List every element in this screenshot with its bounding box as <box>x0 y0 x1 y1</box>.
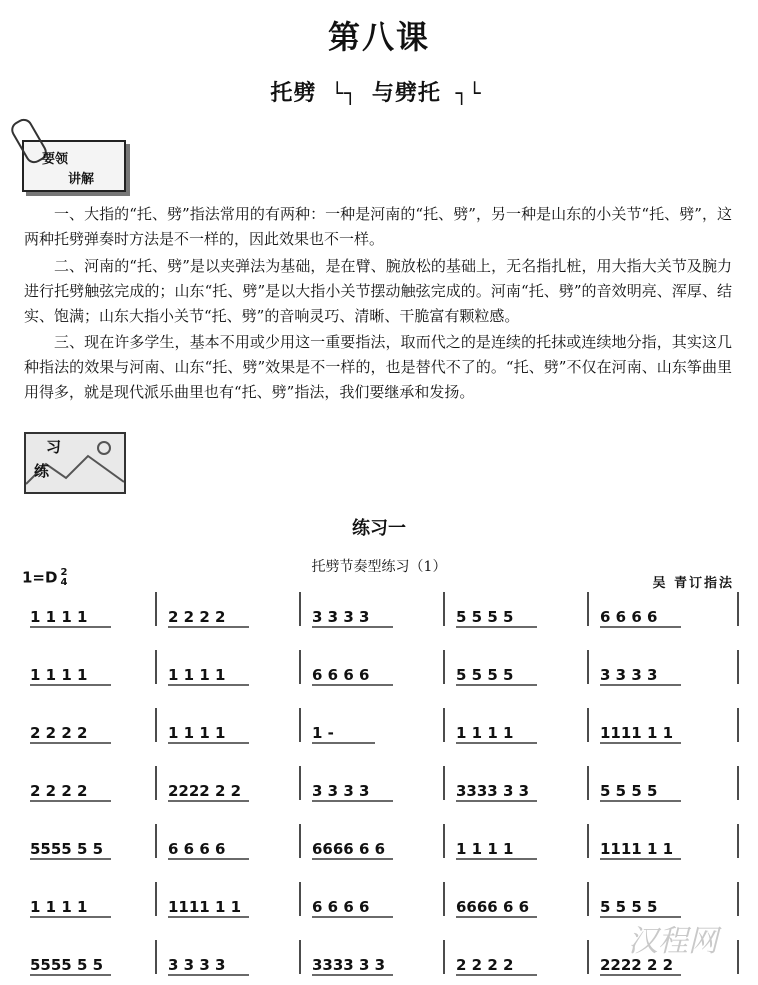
measure-notes: 5 5 5 5 <box>456 666 514 684</box>
time-top: 2 <box>60 567 68 578</box>
measure-notes: 6 6 6 6 <box>312 666 370 684</box>
measure-notes: 5 5 5 5 <box>600 898 658 916</box>
paragraph-2: 二、河南的“托、劈”是以夹弹法为基础，是在臂、腕放松的基础上，无名指扎桩，用大指大关节及腕力进行托劈触弦完成的；山东“托、劈”是以大指小关节摆动触弦完成的。河南“托、劈”的音效明亮、浑厚、结实、饱满；山东大指小关节“托、劈”的音响灵巧、清晰、干脆富有颗粒感。 <box>24 257 732 325</box>
measure-notes: 2222 2 2 <box>600 956 674 974</box>
measure-notes: 3333 3 3 <box>312 956 386 974</box>
measure-notes: 1 1 1 1 <box>30 666 88 684</box>
practice-badge-line-1: 习 <box>46 438 62 456</box>
watermark: 汉程网 <box>628 924 718 959</box>
measure-notes: 2 2 2 2 <box>30 782 88 800</box>
key-label: 1=D <box>22 568 58 587</box>
measure-notes: 2 2 2 2 <box>168 608 226 626</box>
subtitle-part-2: 与劈托 <box>371 80 441 106</box>
measure-notes: 3 3 3 3 <box>312 782 370 800</box>
measure-notes: 1111 1 1 <box>600 840 674 858</box>
author-credit: 吴 青订指法 <box>652 576 734 591</box>
paragraph-3: 三、现在许多学生，基本不用或少用这一重要指法，取而代之的是连续的托抹或连续地分指，其实这几种指法的效果与河南、山东“托、劈”效果是不一样的，也是替代不了的。“托、劈”不仅在河南、山东筝曲里用得多，就是现代派乐曲里也有“托、劈”指法，我们要继承和发扬。 <box>24 333 732 401</box>
measure-notes: 6 6 6 6 <box>168 840 226 858</box>
measure-notes: 6666 6 6 <box>456 898 530 916</box>
paragraph-1: 一、大指的“托、劈”指法常用的有两种：一种是河南的“托、劈”，另一种是山东的小关节“托、劈”，这两种托劈弹奏时方法是不一样的，因此效果也不一样。 <box>24 205 732 248</box>
pi-tuo-mark-icon: ┐└ <box>455 81 482 105</box>
measure-notes: 1 1 1 1 <box>168 724 226 742</box>
tuo-pi-mark-icon: └┐ <box>331 81 358 105</box>
measure-notes: 1 - <box>312 724 334 742</box>
measure-notes: 3 3 3 3 <box>312 608 370 626</box>
badge-line-1: 要领 <box>42 152 69 167</box>
measure-notes: 6666 6 6 <box>312 840 386 858</box>
measure-notes: 5555 5 5 <box>30 840 104 858</box>
page-title: 第八课 <box>327 18 430 56</box>
exercise-title: 练习一 <box>352 518 406 539</box>
measure-notes: 5 5 5 5 <box>600 782 658 800</box>
measure-notes: 3333 3 3 <box>456 782 530 800</box>
measure-notes: 3 3 3 3 <box>168 956 226 974</box>
measure-notes: 5 5 5 5 <box>456 608 514 626</box>
measure-notes: 1 1 1 1 <box>456 724 514 742</box>
practice-badge-line-2: 练 <box>34 462 50 480</box>
measure-notes: 1 1 1 1 <box>30 608 88 626</box>
measure-notes: 2 2 2 2 <box>456 956 514 974</box>
measure-notes: 1111 1 1 <box>168 898 242 916</box>
measure-notes: 3 3 3 3 <box>600 666 658 684</box>
subtitle-part-1: 托劈 <box>270 80 317 106</box>
measure-notes: 6 6 6 6 <box>600 608 658 626</box>
measure-notes: 5555 5 5 <box>30 956 104 974</box>
measure-notes: 2 2 2 2 <box>30 724 88 742</box>
measure-notes: 1 1 1 1 <box>456 840 514 858</box>
measure-notes: 6 6 6 6 <box>312 898 370 916</box>
exercise-subtitle: 托劈节奏型练习（1） <box>311 559 447 575</box>
measure-notes: 1111 1 1 <box>600 724 674 742</box>
measure-notes: 1 1 1 1 <box>168 666 226 684</box>
time-bottom: 4 <box>60 577 68 588</box>
measure-notes: 1 1 1 1 <box>30 898 88 916</box>
measure-notes: 2222 2 2 <box>168 782 242 800</box>
badge-line-2: 讲解 <box>68 172 95 187</box>
